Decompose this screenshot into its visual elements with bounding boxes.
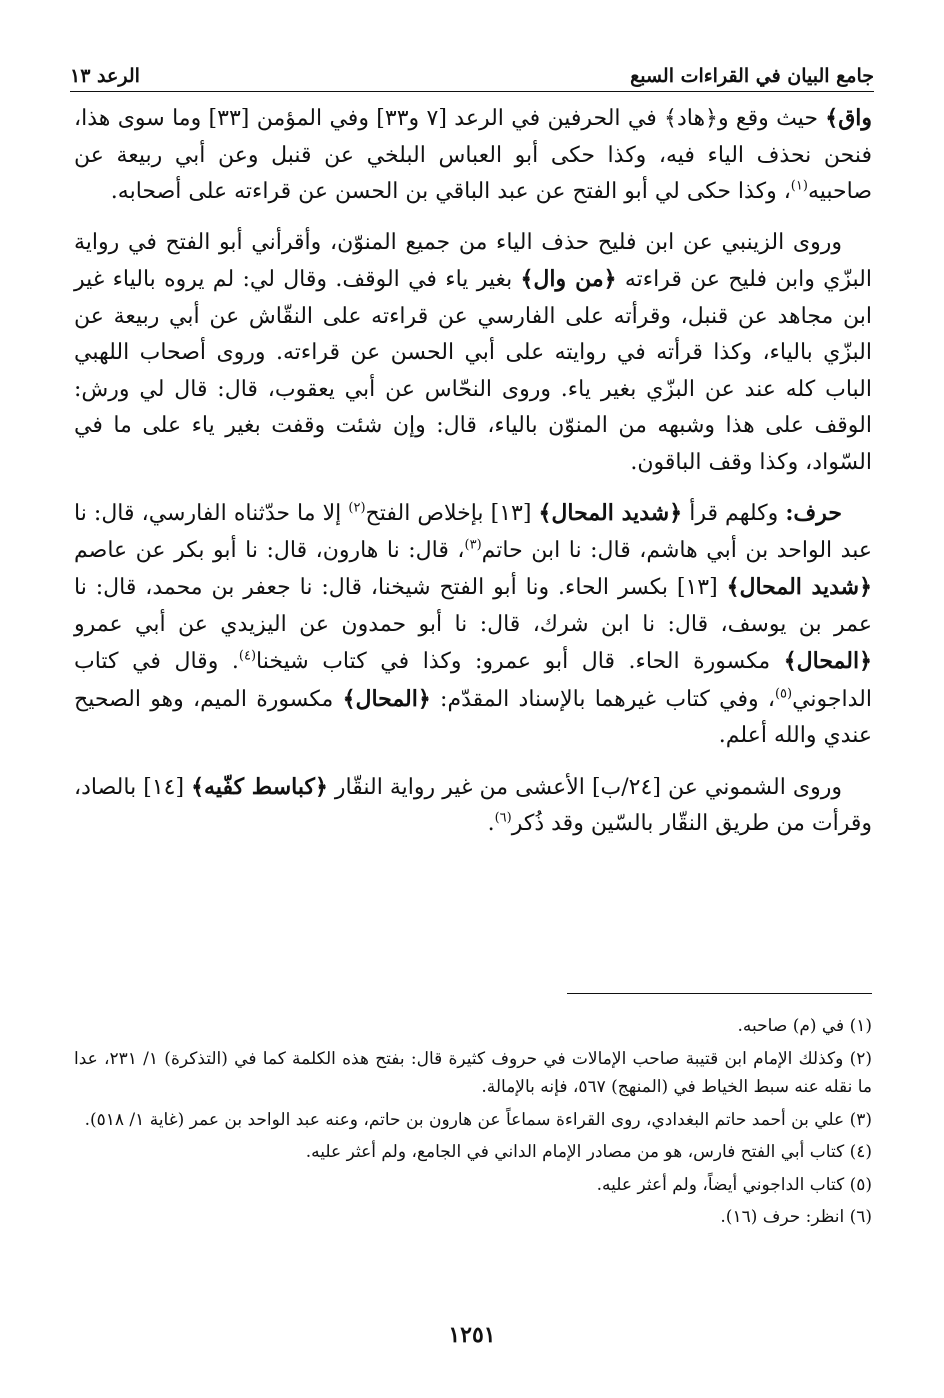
footnotes xyxy=(74,1012,872,1236)
footnote: (٥) كتاب الداجوني أيضاً، ولم أعثر عليه. xyxy=(596,1174,872,1195)
section-title: الرعد ١٣ xyxy=(70,65,140,87)
running-header xyxy=(70,52,874,92)
paragraph-text: وروى الشموني عن [٢٤/ب] الأعشى من غير رواية النقّار xyxy=(327,774,843,800)
quran-word: ﴿شديد المحال﴾ xyxy=(538,500,683,526)
section-lead: حرف: xyxy=(785,500,842,526)
footnote-ref: (٤) xyxy=(238,648,257,664)
footnote-ref: (٦) xyxy=(494,810,512,826)
paragraph-text: [١٤] بالصاد، وقرأت من طريق النقّار بالسّين وقد ذُكر xyxy=(74,774,872,836)
paragraph-text: مكسورة الحاء. قال أبو عمرو: وكذا في كتاب شيخنا xyxy=(256,649,784,674)
paragraph-text: مكسورة الميم، وهو الصحيح عندي والله أعلم. xyxy=(74,686,872,748)
footnote: (٢) وكذلك الإمام ابن قتيبة صاحب الإمالات في حروف كثيرة قال: بفتح هذه الكلمة كما في (التذكرة) ١/ ٢٣١، عدا ما نقله عنه سبط الخياط في (المنهج) ٥٦٧، فإنه بالإمالة. xyxy=(74,1048,872,1097)
quran-word: ﴿شديد المحال﴾ xyxy=(726,574,873,600)
footnote: (٤) كتاب أبي الفتح فارس، هو من مصادر الإمام الداني في الجامع، ولم أعثر عليه. xyxy=(305,1142,872,1162)
quran-word: ﴿كباسط كفّيه﴾ xyxy=(191,773,328,800)
paragraph-4 xyxy=(74,769,872,843)
footnote: (١) في (م) صاحبه. xyxy=(737,1016,872,1036)
paragraph-text: حيث وقع و﴿هاد﴾ في الحرفين في الرعد [٧ و٣٣] وفي المؤمن [٣٣] وما سوى هذا، فنحن نحذف الياء فيه، وكذا حكى أبو العباس البلخي عن قنبل وعن أبي ربيعة عن صاحبيه xyxy=(74,106,872,204)
quran-word: ﴿من وال﴾ xyxy=(520,266,617,292)
footnote-separator xyxy=(567,993,872,994)
paragraph-text: . وقال في كتاب الداجوني xyxy=(74,649,872,712)
paragraph-text: ، وكذا حكى لي أبو الفتح عن عبد الباقي بن الحسن عن قراءته على أصحابه. xyxy=(110,179,791,204)
paragraph-text: وروى الزينبي عن ابن فليح حذف الياء من جميع المنوّن، وأقرأني أبو الفتح في رواية البزّي وابن فليح عن قراءته xyxy=(74,229,872,292)
paragraph-text: بغير ياء في الوقف. وقال لي: لم يروه بالياء غير ابن مجاهد عن قنبل، وقرأته على الفارسي عن قراءته على النقّاش عن أبي ربيعة عن البزّي بالياء، وكذا قرأته في روايته على أبي الحسن عن قراءته. وروى أصحاب اللهبي الباب كله عند عن البزّي بغير ياء. وروى النحّاس عن أبي يعقوب، قال: قال لي ورش: الوقف على هذا وشبهه من المنوّن بالياء، قال: وإن شئت وقفت بغير ياء على ما في السّواد، وكذا وقف الباقون. xyxy=(74,267,872,475)
paragraph-text: إلا ما حدّثناه الفارسي، قال: نا عبد الواحد بن أبي هاشم، قال: نا ابن حاتم xyxy=(74,501,872,563)
footnote-ref: (٢) xyxy=(348,500,366,516)
book-title: جامع البيان في القراءات السبع xyxy=(630,65,874,87)
paragraph-1 xyxy=(74,100,872,211)
page-number: ١٢٥١ xyxy=(448,1322,496,1348)
paragraph-text: [١٣] بإخلاص الفتح xyxy=(365,501,539,526)
footnote-ref: (١) xyxy=(790,178,808,194)
paragraph-text: ، وفي كتاب غيرهما بالإسناد المقدّم: xyxy=(430,686,775,712)
paragraph-text: [١٣] بكسر الحاء. ونا أبو الفتح شيخنا، قال: نا جعفر بن محمد، قال: نا عمر بن يوسف، قال: نا ابن شرك، قال: نا أبو حمدون عن اليزيدي عن أبي عمرو xyxy=(74,575,872,637)
quran-word: واق﴾ xyxy=(825,105,872,131)
main-text xyxy=(74,100,872,843)
paragraph-2 xyxy=(74,225,872,482)
paragraph-3 xyxy=(74,495,872,755)
footnote-ref: (٣) xyxy=(464,537,482,553)
quran-word: ﴿المحال﴾ xyxy=(342,685,431,712)
footnote-ref: (٥) xyxy=(774,686,793,702)
footnote: (٦) انظر: حرف (١٦). xyxy=(720,1207,872,1227)
quran-word: ﴿المحال﴾ xyxy=(783,648,872,674)
paragraph-text: ، قال: نا هارون، قال: نا أبو بكر عن عاصم xyxy=(74,537,465,563)
footnote: (٣) علي بن أحمد حاتم البغدادي، روى القراءة سماعاً عن هارون بن حاتم، وعنه عبد الواحد بن عمر (غاية ١/ ٥١٨). xyxy=(84,1109,872,1130)
paragraph-text: وكلهم قرأ xyxy=(682,501,786,526)
paragraph-text: . xyxy=(487,811,495,836)
